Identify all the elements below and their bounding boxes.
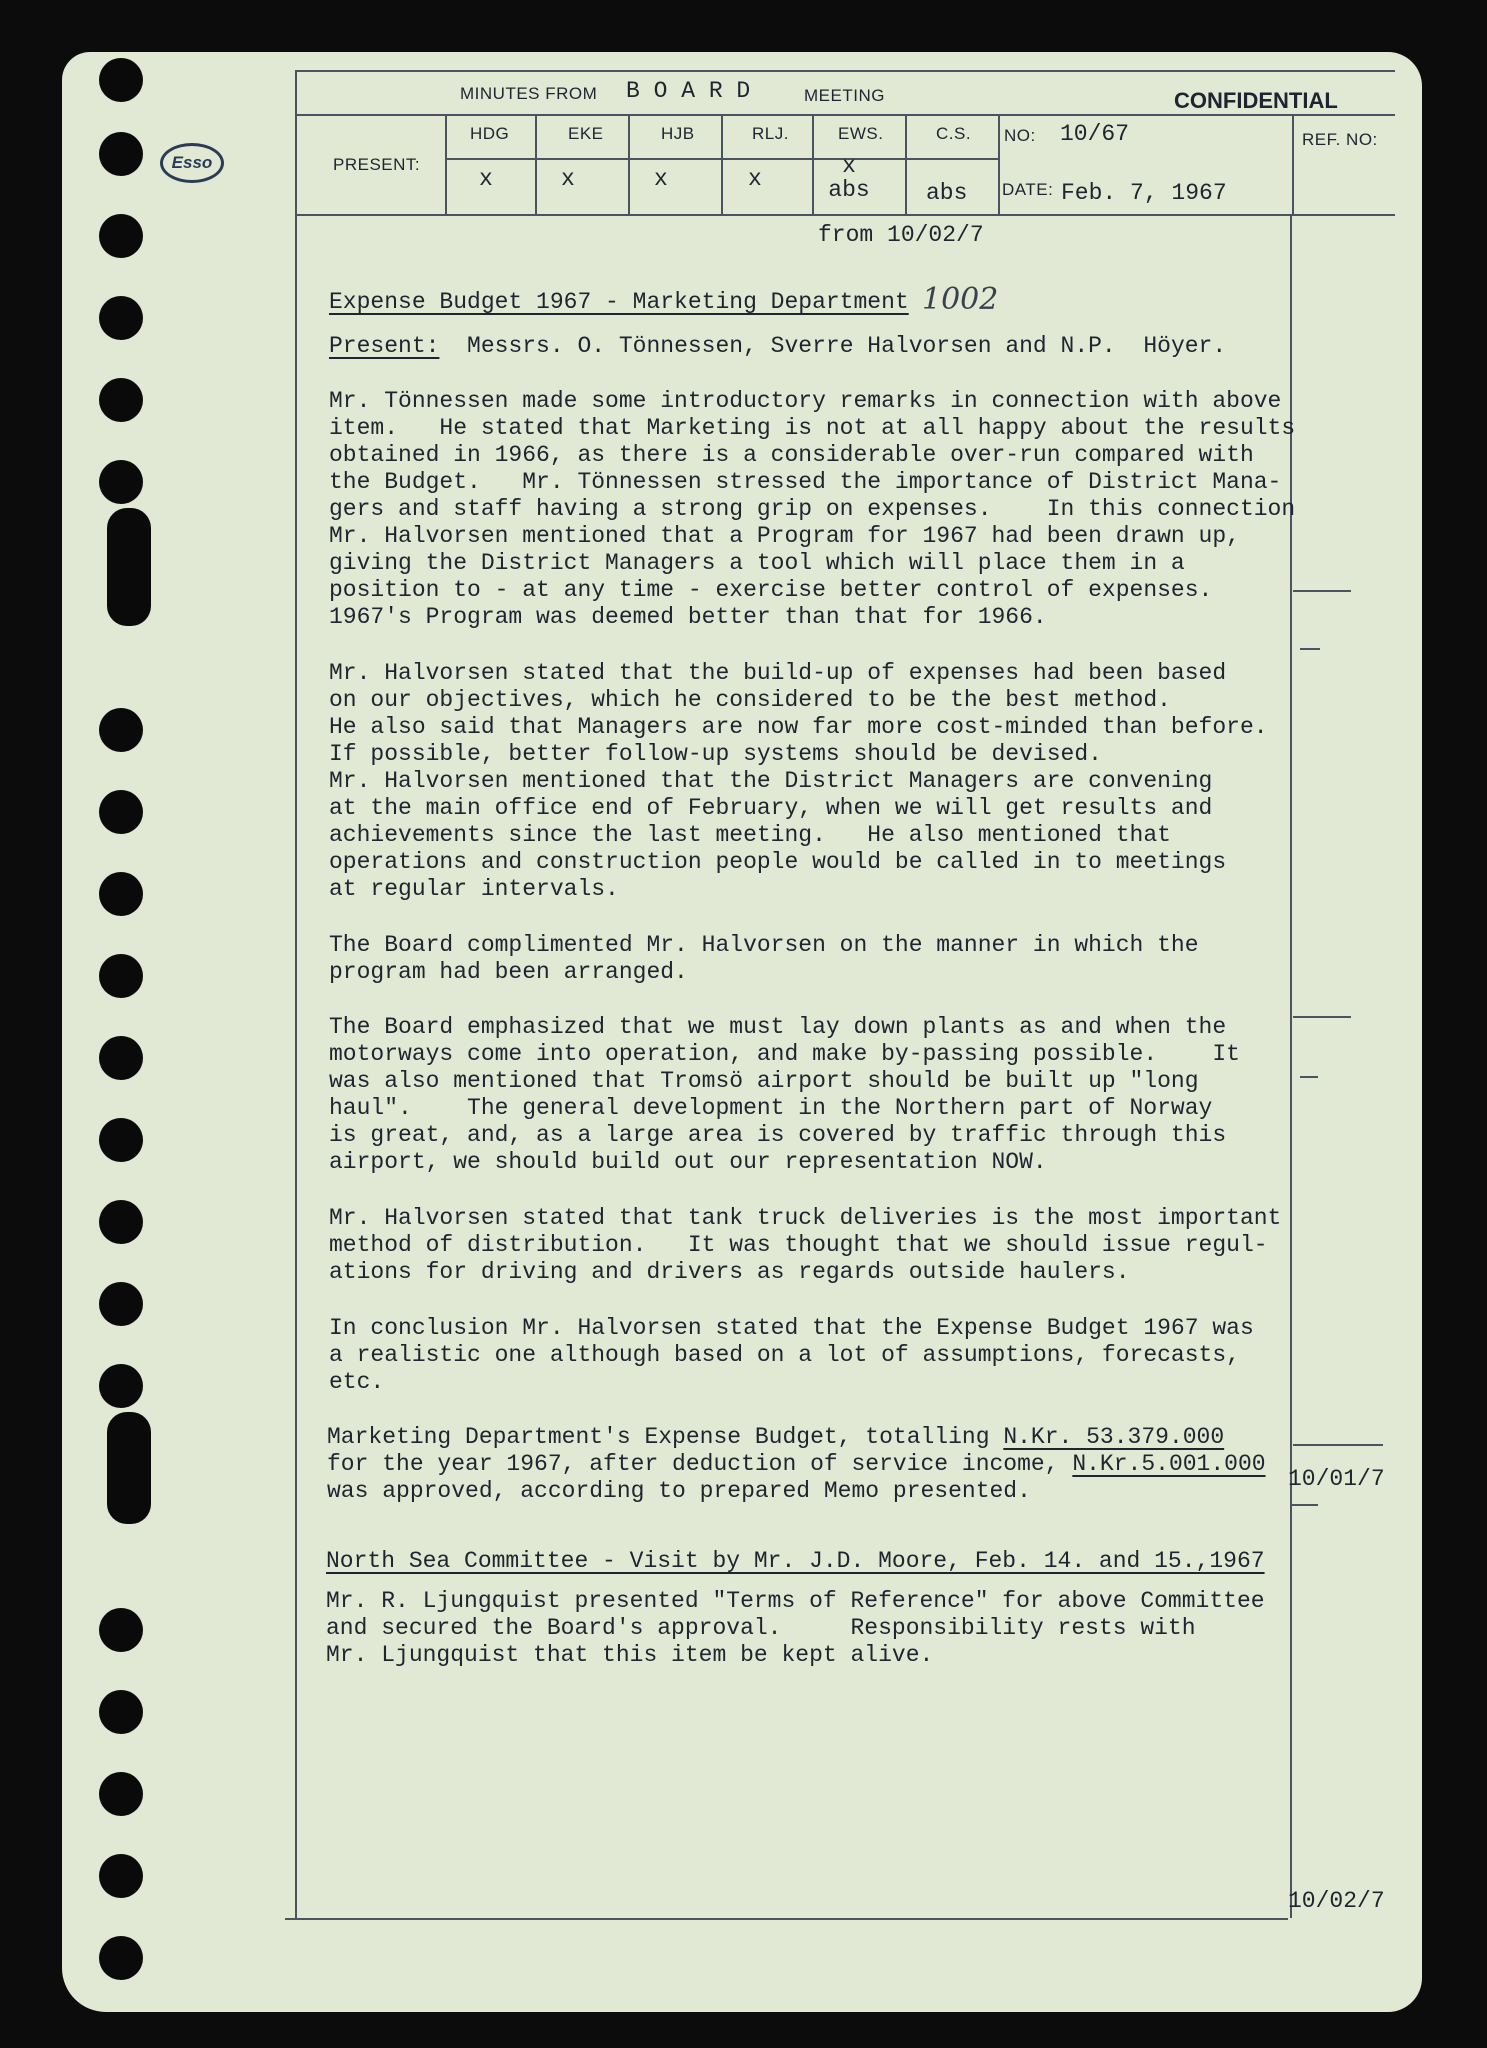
grid-col bbox=[998, 114, 1000, 214]
binder-hole bbox=[99, 1036, 143, 1080]
minutes-number: 10/67 bbox=[1060, 121, 1130, 147]
handwritten-note: 1002 bbox=[922, 282, 999, 317]
section-title: North Sea Committee - Visit by Mr. J.D. Moore, Feb. 14. and 15.,1967 bbox=[326, 1548, 1265, 1574]
confidential-label: CONFIDENTIAL bbox=[1174, 88, 1338, 113]
binder-slot bbox=[107, 1412, 151, 1524]
grid-col bbox=[535, 114, 537, 214]
attendance-mark: x bbox=[561, 166, 575, 192]
grid-col bbox=[721, 114, 723, 214]
paragraph: In conclusion Mr. Halvorsen stated that the Expense Budget 1967 was a realistic one although based on a lot of assumptions, forecasts, etc. bbox=[329, 1315, 1254, 1395]
binder-hole bbox=[99, 954, 143, 998]
binder-hole bbox=[99, 296, 143, 340]
paragraph: Mr. Halvorsen stated that tank truck deliveries is the most important method of distribution. It was thought that we should issue regul- ations for driving and drivers as regards outside haulers. bbox=[329, 1205, 1282, 1285]
binder-hole bbox=[99, 790, 143, 834]
budget-line: was approved, according to prepared Memo presented. bbox=[327, 1478, 1031, 1504]
margin-tick bbox=[1293, 1444, 1383, 1446]
binder-hole bbox=[99, 378, 143, 422]
meeting-date: Feb. 7, 1967 bbox=[1061, 180, 1227, 206]
section-title: Expense Budget 1967 - Marketing Department bbox=[329, 289, 909, 315]
margin-tick bbox=[1293, 1016, 1351, 1018]
attendance-mark: x bbox=[479, 166, 493, 192]
attendance-mark: x bbox=[654, 166, 668, 192]
budget-line: Marketing Department's Expense Budget, totalling bbox=[327, 1424, 1004, 1450]
member-code: RLJ. bbox=[752, 124, 789, 143]
paragraph: Mr. Halvorsen stated that the build-up of expenses had been based on our objectives, which he considered to be the best method. He also said that Managers are now far more cost-minded than before. If possible, better follow-up systems should be devised. Mr. Halvorsen mentioned that the District Managers are convening at the main office end of February, when we will get results and achievements since the last meeting. He also mentioned that operations and construction people would be called in to meetings at regular intervals. bbox=[329, 660, 1268, 902]
meeting-type: B O A R D bbox=[626, 78, 751, 104]
paragraph: Mr. R. Ljungquist presented "Terms of Reference" for above Committee and secured the Board's approval. Responsibility rests with Mr. Ljungquist that this item be kept alive. bbox=[326, 1588, 1265, 1668]
binder-hole bbox=[99, 1364, 143, 1408]
grid-col bbox=[905, 114, 907, 214]
binder-hole bbox=[99, 1282, 143, 1326]
paragraph: The Board complimented Mr. Halvorsen on the manner in which the program had been arranged. bbox=[329, 932, 1199, 985]
attendance-mark: abs bbox=[926, 180, 968, 206]
left-margin-rule bbox=[295, 70, 297, 1918]
attendance-mark: x abs bbox=[828, 153, 870, 203]
binder-hole bbox=[99, 1936, 143, 1980]
margin-reference: 10/02/7 bbox=[1288, 1888, 1385, 1914]
budget-line: for the year 1967, after deduction of service income, bbox=[327, 1451, 1073, 1477]
binder-hole bbox=[99, 1772, 143, 1816]
grid-col bbox=[445, 114, 447, 214]
meeting-label: MEETING bbox=[804, 86, 885, 105]
budget-total: N.Kr. 53.379.000 bbox=[1003, 1424, 1225, 1450]
binder-hole bbox=[99, 1690, 143, 1734]
binder-hole bbox=[99, 460, 143, 504]
member-code: HDG bbox=[470, 124, 510, 143]
binder-hole bbox=[99, 1118, 143, 1162]
from-reference: from 10/02/7 bbox=[818, 222, 984, 248]
member-code: C.S. bbox=[936, 124, 972, 143]
header-top-rule bbox=[295, 70, 1395, 72]
binder-hole bbox=[99, 872, 143, 916]
margin-tick bbox=[1300, 648, 1320, 650]
budget-paragraph bbox=[327, 1424, 1266, 1505]
margin-reference: 10/01/7 bbox=[1288, 1466, 1385, 1492]
no-label: NO: bbox=[1004, 126, 1036, 145]
present-list: Messrs. O. Tönnessen, Sverre Halvorsen and N.P. Höyer. bbox=[467, 333, 1227, 359]
attendance-mark: x bbox=[748, 166, 762, 192]
paragraph: Mr. Tönnessen made some introductory remarks in connection with above item. He stated that Marketing is not at all happy about the results obtained in 1966, as there is a considerable over-run compared with the Budget. Mr. Tönnessen stressed the importance of District Mana- gers and staff having a strong grip on expenses. In this connection Mr. Halvorsen mentioned that a Program for 1967 had been drawn up, giving the District Managers a tool which will place them in a position to - at any time - exercise better control of expenses. 1967's Program was deemed better than that for 1966. bbox=[329, 388, 1296, 630]
member-code: EWS. bbox=[838, 124, 884, 143]
binder-hole bbox=[99, 1854, 143, 1898]
minutes-from-label: MINUTES FROM bbox=[460, 84, 598, 103]
binder-hole bbox=[99, 214, 143, 258]
margin-tick bbox=[1293, 590, 1351, 592]
binder-hole bbox=[99, 58, 143, 102]
grid-col bbox=[628, 114, 630, 214]
esso-logo: Esso bbox=[160, 143, 224, 183]
header-mid-rule bbox=[295, 114, 1395, 116]
paragraph: The Board emphasized that we must lay down plants as and when the motorways come into operation, and make by-passing possible. It was also mentioned that Tromsö airport should be built up "long haul". The general development in the Northern part of Norway is great, and, as a large area is covered by traffic through this airport, we should build out our representation NOW. bbox=[329, 1014, 1240, 1175]
margin-tick bbox=[1290, 1504, 1318, 1506]
service-income: N.Kr.5.001.000 bbox=[1072, 1451, 1266, 1477]
binder-hole bbox=[99, 1608, 143, 1652]
binder-hole bbox=[99, 132, 143, 176]
date-label: DATE: bbox=[1002, 180, 1054, 199]
ref-no-label: REF. NO: bbox=[1302, 130, 1378, 149]
header-bottom-rule bbox=[295, 214, 1395, 216]
binder-hole bbox=[99, 1200, 143, 1244]
grid-col bbox=[812, 114, 814, 214]
bottom-rule bbox=[285, 1918, 1288, 1920]
member-code: EKE bbox=[568, 124, 604, 143]
binder-slot bbox=[107, 508, 151, 626]
binder-hole bbox=[99, 708, 143, 752]
present-label: PRESENT: bbox=[333, 155, 421, 174]
member-code: HJB bbox=[661, 124, 695, 143]
ref-column-rule bbox=[1292, 114, 1294, 214]
margin-tick bbox=[1300, 1076, 1318, 1078]
present-heading: Present: bbox=[329, 333, 440, 359]
